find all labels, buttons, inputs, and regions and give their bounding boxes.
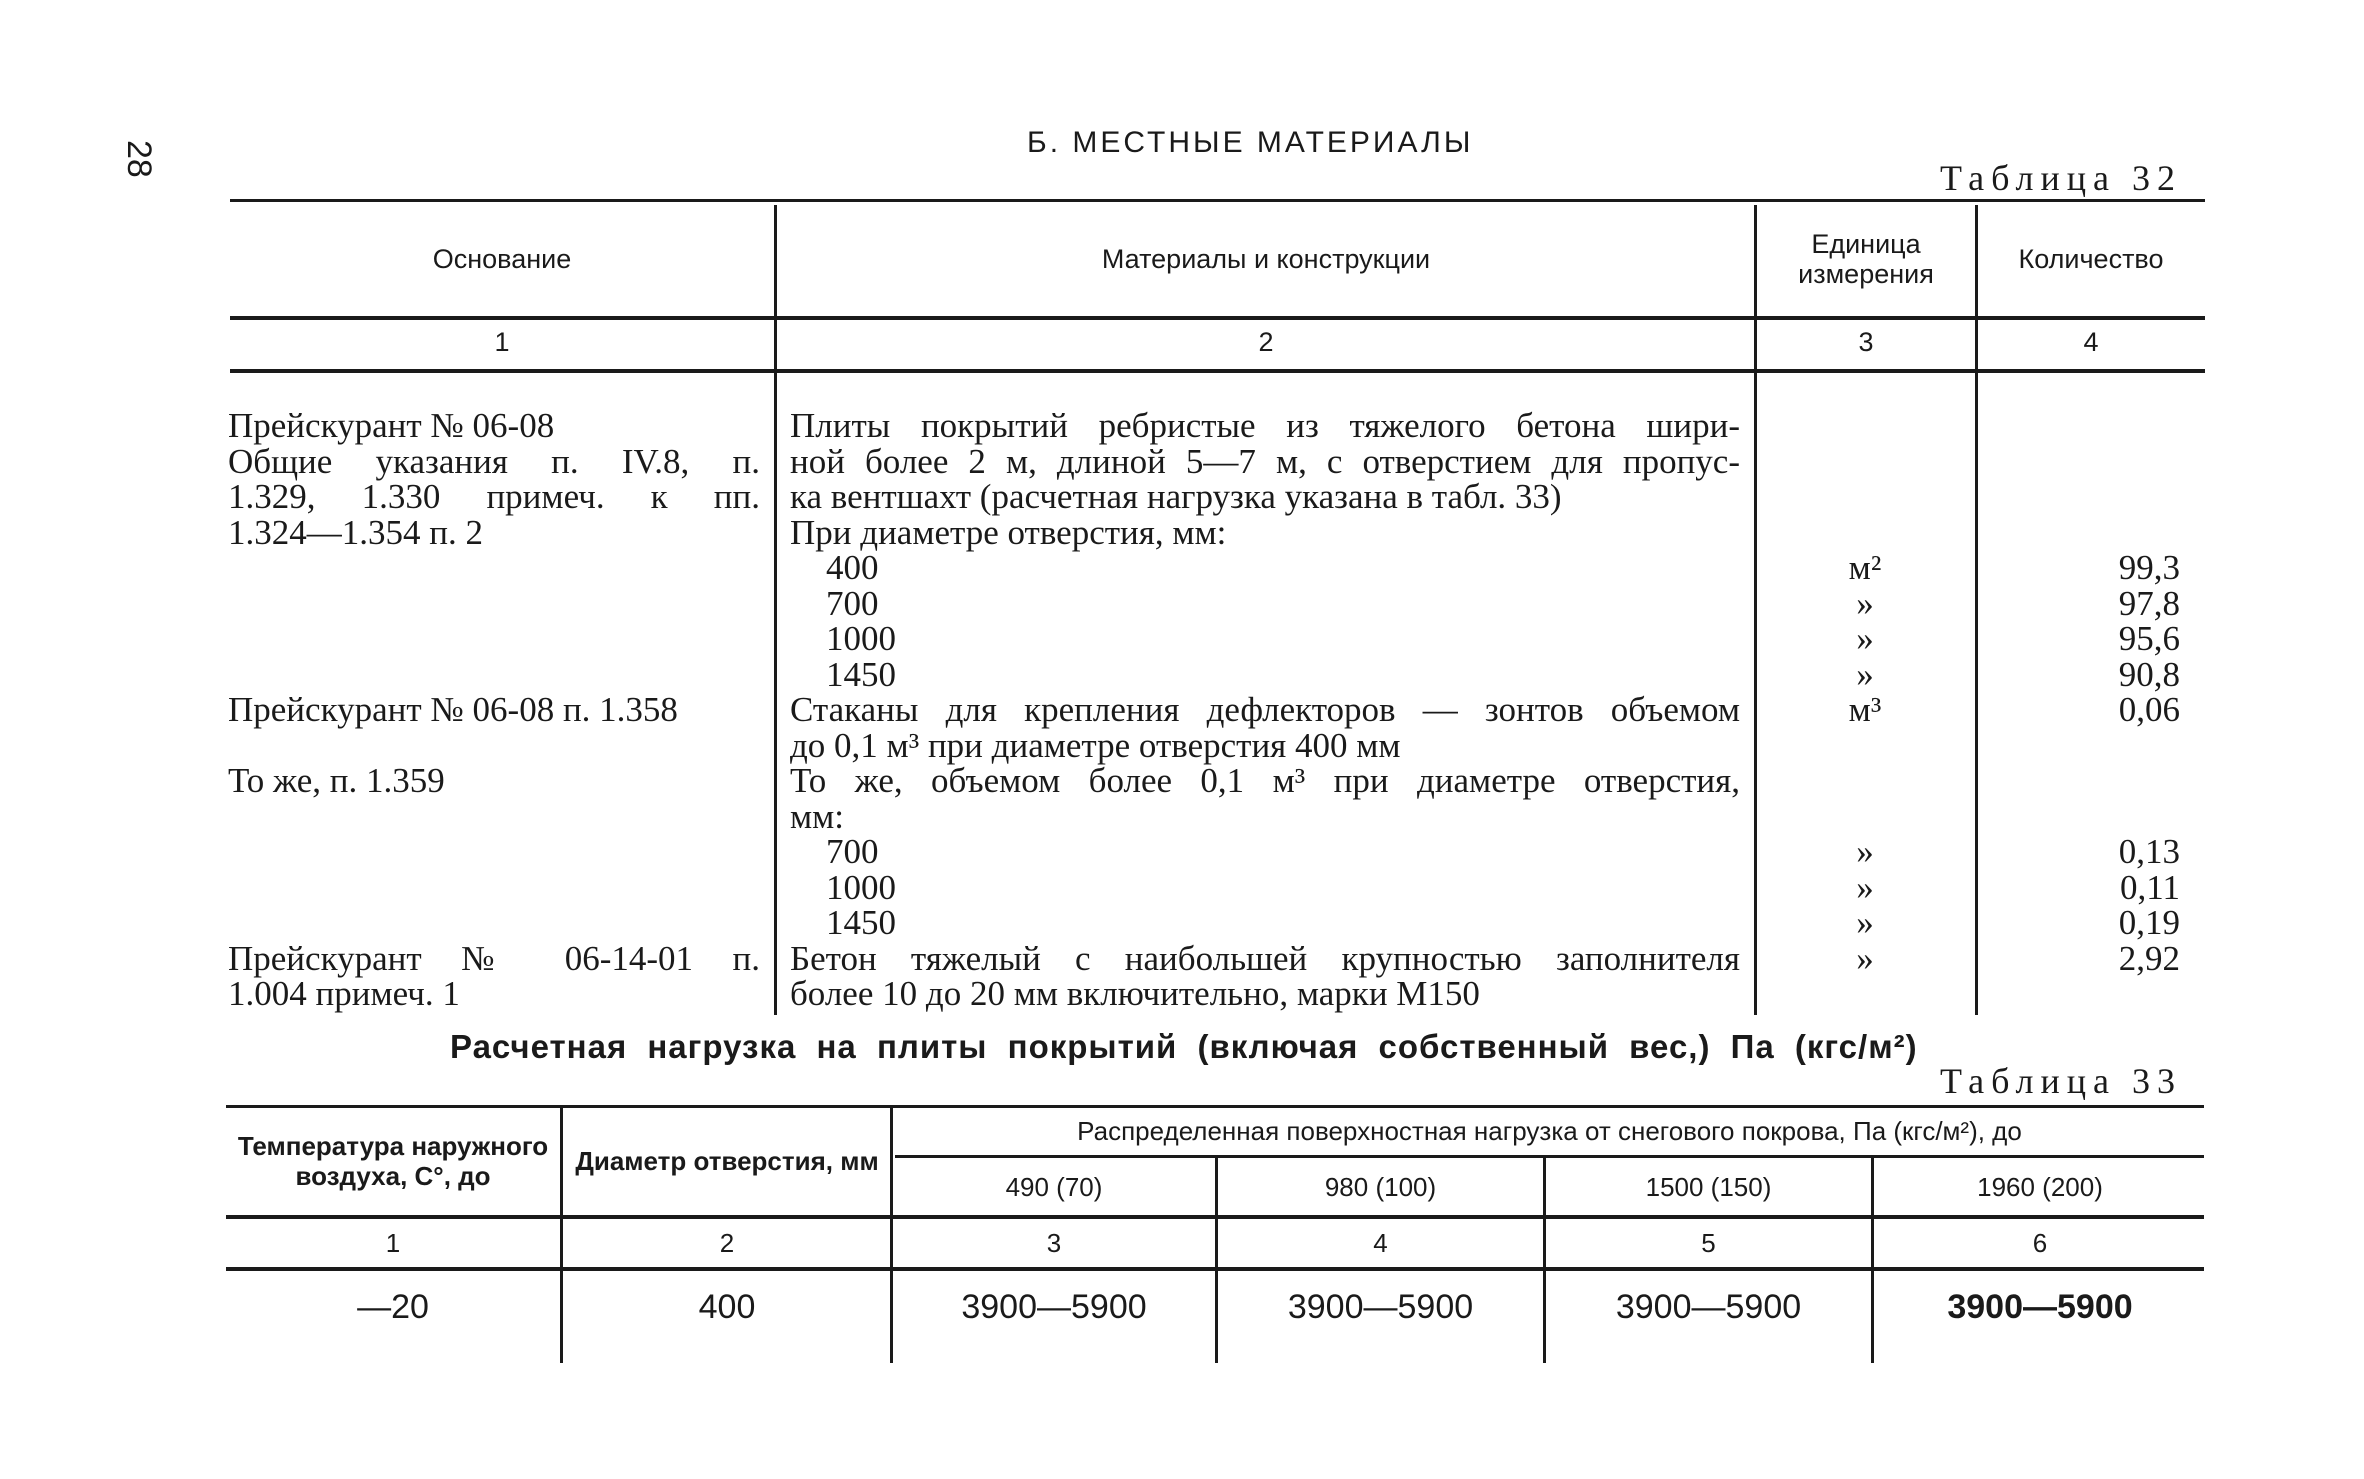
table-33-col-divider-1	[560, 1108, 563, 1363]
table-33-col-divider-2	[890, 1108, 893, 1363]
table-33-colnum-5: 5	[1701, 1228, 1716, 1258]
table-33-header-temperature: Температура наружного воздуха, С°, до	[237, 1131, 549, 1191]
table-32-colnum-1: 1	[494, 327, 510, 357]
quantity-cell	[1990, 515, 2180, 551]
table-33-cell-load-4: 3900—5900	[1947, 1288, 2133, 1326]
unit-cell: м³	[1848, 690, 1882, 729]
table-32-col-divider-1	[774, 205, 777, 1015]
basis-line	[228, 586, 760, 622]
unit-cell: »	[1856, 903, 1874, 942]
table-32-colnum-3: 3	[1858, 327, 1874, 357]
quantity-cell	[1990, 728, 2180, 764]
basis-line: 1.004 примеч. 1	[228, 974, 460, 1013]
unit-cell: м²	[1848, 548, 1882, 587]
table-33-colnum-4: 4	[1373, 1228, 1388, 1258]
basis-line: Прейскурант № 06-14-01 п.	[228, 938, 760, 978]
table-33-header-load-3: 1500 (150)	[1645, 1172, 1772, 1202]
basis-line: 1.329, 1.330 примеч. к пп.	[228, 477, 760, 516]
quantity-cell	[1990, 479, 2180, 515]
table-32-label: Таблица 32	[1940, 158, 2182, 198]
material-line: 1450	[826, 654, 896, 694]
material-line: Стаканы для крепления дефлекторов — зонтов объемом	[790, 690, 1740, 729]
material-line: 400	[826, 548, 879, 587]
basis-line: Прейскурант № 06-08	[228, 406, 555, 445]
basis-line	[228, 834, 760, 870]
table-33-cell-load-2: 3900—5900	[1287, 1288, 1474, 1326]
material-line: 1000	[826, 867, 896, 907]
material-line: То же, объемом более 0,1 м³ при диаметре отверстия,	[790, 761, 1740, 800]
table-32-materials-column	[790, 408, 1740, 1012]
quantity-cell: 99,3	[2118, 548, 2180, 587]
table-33-colnum-2: 2	[719, 1228, 735, 1258]
basis-line	[228, 550, 760, 586]
material-line: Плиты покрытий ребристые из тяжелого бетона шири-	[790, 406, 1740, 445]
table-32-col-divider-3	[1975, 205, 1978, 1015]
unit-cell	[1760, 408, 1970, 444]
table-33-cell-load-3: 3900—5900	[1615, 1288, 1802, 1326]
material-line: Бетон тяжелый с наибольшей крупностью заполнителя	[790, 938, 1740, 978]
unit-cell	[1760, 763, 1970, 799]
unit-cell	[1760, 728, 1970, 764]
unit-cell	[1760, 444, 1970, 480]
unit-cell: »	[1856, 867, 1874, 907]
material-line: ной более 2 м, длиной 5—7 м, с отверстием для пропус-	[790, 441, 1740, 481]
quantity-cell	[1990, 763, 2180, 799]
page-number: 28	[120, 140, 158, 178]
table-33-colnum-1: 1	[385, 1228, 401, 1258]
table-32-quantity-column	[1990, 408, 2180, 1012]
table-33-cell-diameter: 400	[698, 1288, 756, 1326]
basis-line: 1.324—1.354 п. 2	[228, 512, 483, 552]
table-33-colnum-6: 6	[2032, 1228, 2048, 1258]
quantity-cell: 0,19	[2118, 903, 2180, 942]
table-33-header-load-1: 490 (70)	[1005, 1172, 1103, 1202]
table-32-header-unit: Единица измерения	[1798, 229, 1934, 289]
quantity-cell: 0,11	[2120, 867, 2180, 907]
unit-cell: »	[1856, 654, 1874, 694]
table-33-header-load-4: 1960 (200)	[1977, 1172, 2103, 1202]
unit-cell	[1760, 515, 1970, 551]
material-line: 700	[826, 832, 879, 871]
table-33-cell-load-1: 3900—5900	[961, 1288, 1147, 1326]
material-line: мм:	[790, 796, 845, 836]
table-33-group-rule	[895, 1155, 2204, 1158]
material-line: более 10 до 20 мм включительно, марки М150	[790, 974, 1480, 1013]
unit-cell: »	[1856, 832, 1874, 871]
quantity-cell: 0,13	[2118, 832, 2180, 871]
table-33-col-divider-3	[1215, 1158, 1218, 1363]
basis-line	[228, 728, 760, 764]
unit-cell: »	[1856, 938, 1874, 978]
quantity-cell	[1990, 976, 2180, 1012]
unit-cell: »	[1856, 619, 1874, 658]
table-32-header-basis: Основание	[432, 243, 572, 274]
basis-line: Прейскурант № 06-08 п. 1.358	[228, 690, 678, 729]
basis-line: Общие указания п. IV.8, п.	[228, 441, 760, 481]
table-32-top-rule	[230, 199, 2205, 202]
section-title: Б. МЕСТНЫЕ МАТЕРИАЛЫ	[1027, 126, 1474, 159]
table-32-colnum-2: 2	[1258, 327, 1274, 357]
table-33-col-divider-5	[1871, 1158, 1874, 1363]
basis-line	[228, 905, 760, 941]
table-32-header-rule	[230, 316, 2205, 320]
basis-line: То же, п. 1.359	[228, 761, 445, 800]
table-33-header-load-2: 980 (100)	[1324, 1172, 1437, 1202]
table-32-header-quantity: Количество	[2018, 243, 2164, 274]
quantity-cell	[1990, 408, 2180, 444]
table-32-header-materials: Материалы и конструкции	[1101, 243, 1431, 274]
unit-cell	[1760, 479, 1970, 515]
basis-line	[228, 870, 760, 906]
quantity-cell	[1990, 444, 2180, 480]
table-33-col-divider-4	[1543, 1158, 1546, 1363]
table-32-colnum-4: 4	[2083, 327, 2099, 357]
quantity-cell: 2,92	[2118, 938, 2180, 978]
quantity-cell: 0,06	[2118, 690, 2180, 729]
basis-line	[228, 621, 760, 657]
material-line: ка вентшахт (расчетная нагрузка указана в табл. 33)	[790, 477, 1562, 516]
unit-cell: »	[1856, 583, 1874, 623]
material-line: 1000	[826, 619, 896, 658]
quantity-cell	[1990, 799, 2180, 835]
table-32-col-divider-2	[1754, 205, 1757, 1015]
table-33-header-diameter: Диаметр отверстия, мм	[575, 1146, 879, 1176]
quantity-cell: 97,8	[2118, 583, 2180, 623]
table-33-title: Расчетная нагрузка на плиты покрытий (включая собственный вес,) Па (кгс/м²)	[450, 1028, 1918, 1065]
material-line: 700	[826, 583, 879, 623]
table-33-cell-temperature: —20	[357, 1288, 429, 1326]
quantity-cell: 95,6	[2118, 619, 2180, 658]
basis-line	[228, 799, 760, 835]
material-line: При диаметре отверстия, мм:	[790, 512, 1227, 552]
material-line: до 0,1 м³ при диаметре отверстия 400 мм	[790, 725, 1401, 765]
quantity-cell: 90,8	[2118, 654, 2180, 694]
unit-cell	[1760, 976, 1970, 1012]
table-32-basis-column	[228, 408, 760, 1012]
table-33-colnum-3: 3	[1046, 1228, 1062, 1258]
table-33-header-load-group: Распределенная поверхностная нагрузка от снегового покрова, Па (кгс/м²), до	[1077, 1116, 2022, 1146]
basis-line	[228, 657, 760, 693]
material-line: 1450	[826, 903, 896, 942]
unit-cell	[1760, 799, 1970, 835]
table-33-label: Таблица 33	[1940, 1061, 2182, 1101]
table-32-unit-column	[1760, 408, 1970, 1012]
table-32-numbers-rule	[230, 369, 2205, 373]
